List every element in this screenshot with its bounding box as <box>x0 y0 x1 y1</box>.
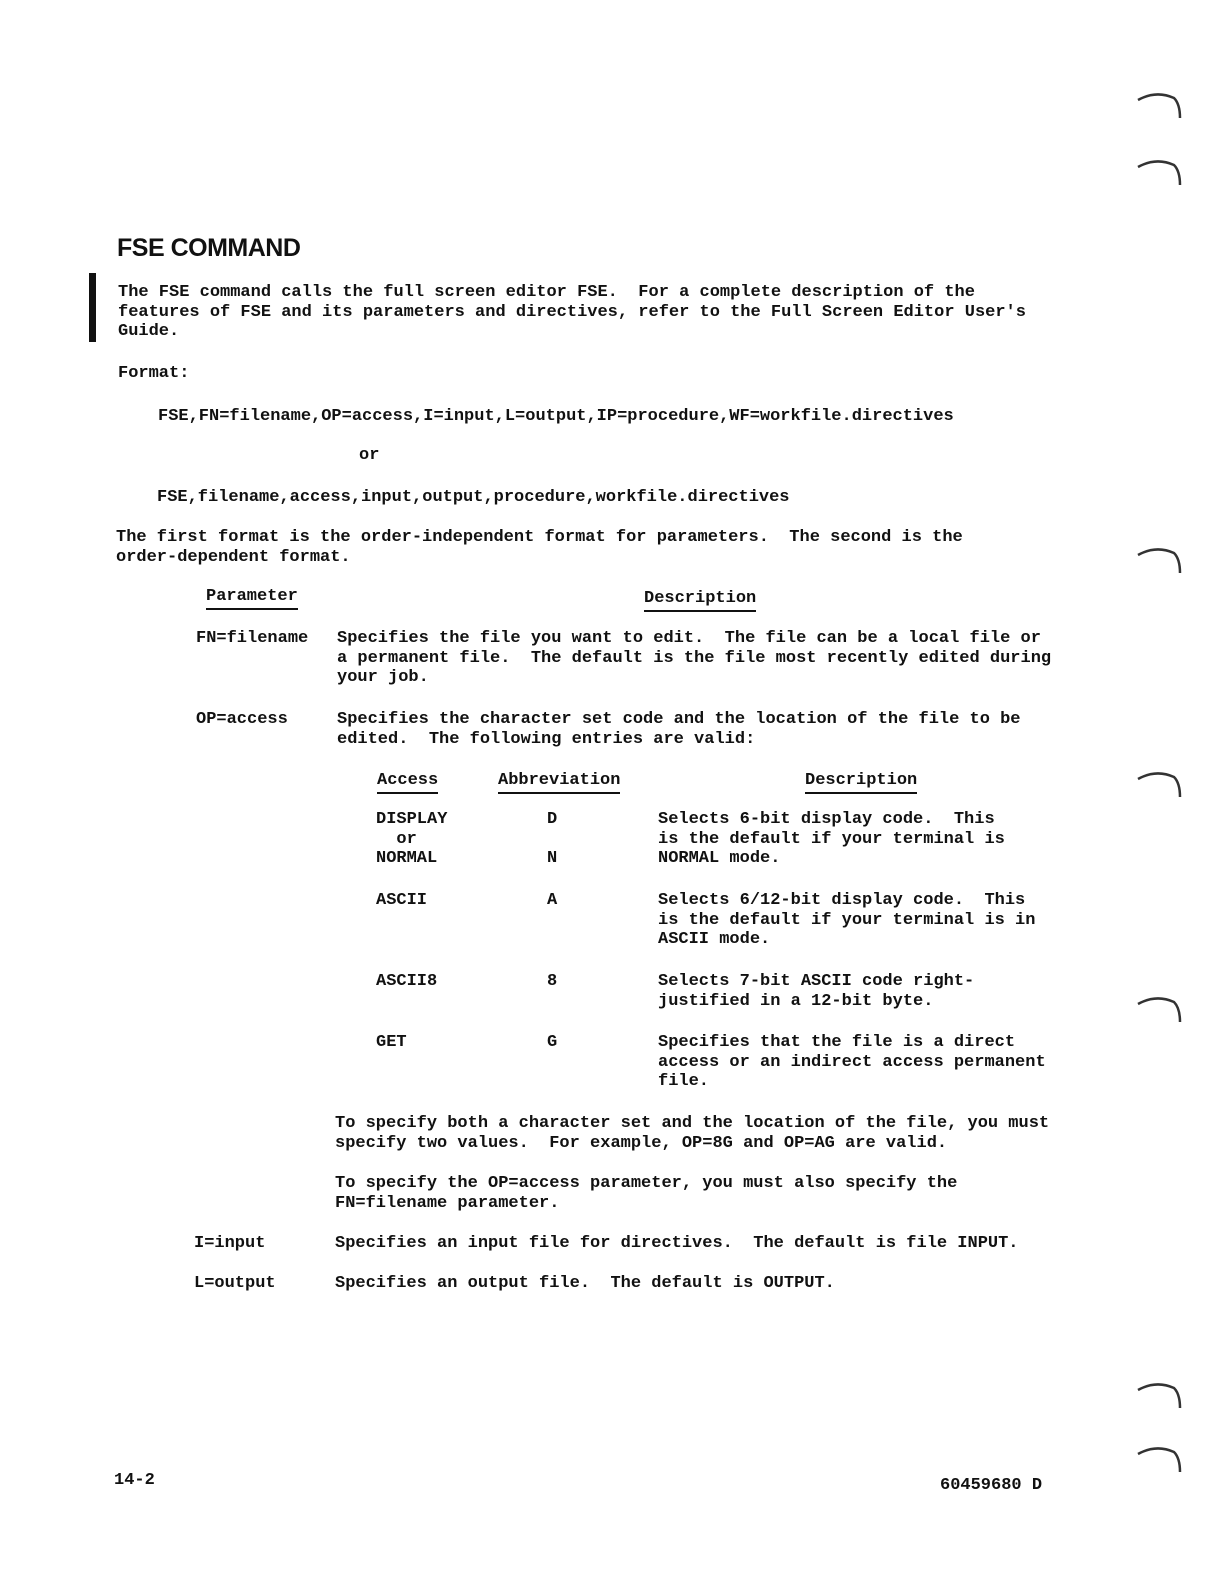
access-header: Access <box>377 771 438 794</box>
param-i-desc: Specifies an input file for directives. The default is file INPUT. <box>335 1234 1019 1253</box>
format-order-independent: FSE,FN=filename,OP=access,I=input,L=output,IP=procedure,WF=workfile.directives <box>158 407 954 426</box>
binder-mark-icon <box>1136 1442 1184 1482</box>
op-note-values: To specify both a character set and the location of the file, you must specify two values. For example, OP=8G and OP=AG are valid. <box>335 1114 1050 1153</box>
op-note-requires-fn: To specify the OP=access parameter, you must also specify the FN=filename parameter. <box>335 1174 958 1213</box>
param-i-name: I=input <box>194 1234 266 1253</box>
abbr-display: D N <box>547 810 558 868</box>
binder-mark-icon <box>1136 155 1184 195</box>
desc-ascii8: Selects 7-bit ASCII code right- justified in a 12-bit byte. <box>658 972 975 1011</box>
param-l-name: L=output <box>194 1274 276 1293</box>
param-fn-desc: Specifies the file you want to edit. The file can be a local file or a permanent file. The default is the file most recently edited during your job. <box>337 629 1052 687</box>
intro-paragraph: The FSE command calls the full screen editor FSE. For a complete description of the features of FSE and its parameters and directives, refer to the Full Screen Editor User's Guide. <box>118 283 1026 341</box>
access-get: GET <box>376 1033 407 1052</box>
page-number: 14-2 <box>114 1471 155 1490</box>
description-header: Description <box>644 589 756 612</box>
parameter-header: Parameter <box>206 587 298 610</box>
access-ascii8: ASCII8 <box>376 972 438 991</box>
binder-mark-icon <box>1136 1378 1184 1418</box>
desc-get: Specifies that the file is a direct access or an indirect access permanent file. <box>658 1033 1046 1091</box>
binder-mark-icon <box>1136 543 1184 583</box>
param-op-desc: Specifies the character set code and the location of the file to be edited. The following entries are valid: <box>337 710 1021 749</box>
change-bar <box>89 273 96 342</box>
format-order-dependent: FSE,filename,access,input,output,procedure,workfile.directives <box>157 488 790 507</box>
abbr-get: G <box>547 1033 558 1052</box>
desc-ascii: Selects 6/12-bit display code. This is the default if your terminal is in ASCII mode. <box>658 891 1036 949</box>
format-note: The first format is the order-independent format for parameters. The second is the order-dependent format. <box>116 528 963 567</box>
access-description-header: Description <box>805 771 917 794</box>
page-title: FSE COMMAND <box>117 234 301 262</box>
param-op-name: OP=access <box>196 710 288 729</box>
binder-mark-icon <box>1136 767 1184 807</box>
abbr-ascii8: 8 <box>547 972 558 991</box>
document-id: 60459680 D <box>940 1476 1043 1495</box>
access-ascii: ASCII <box>376 891 428 910</box>
binder-mark-icon <box>1136 88 1184 128</box>
abbreviation-header: Abbreviation <box>498 771 620 794</box>
access-display: DISPLAY or NORMAL <box>376 810 448 868</box>
format-label: Format: <box>118 364 190 383</box>
param-l-desc: Specifies an output file. The default is OUTPUT. <box>335 1274 835 1293</box>
binder-mark-icon <box>1136 992 1184 1032</box>
abbr-ascii: A <box>547 891 558 910</box>
param-fn-name: FN=filename <box>196 629 309 648</box>
format-or: or <box>359 446 380 465</box>
desc-display: Selects 6-bit display code. This is the default if your terminal is NORMAL mode. <box>658 810 1005 868</box>
